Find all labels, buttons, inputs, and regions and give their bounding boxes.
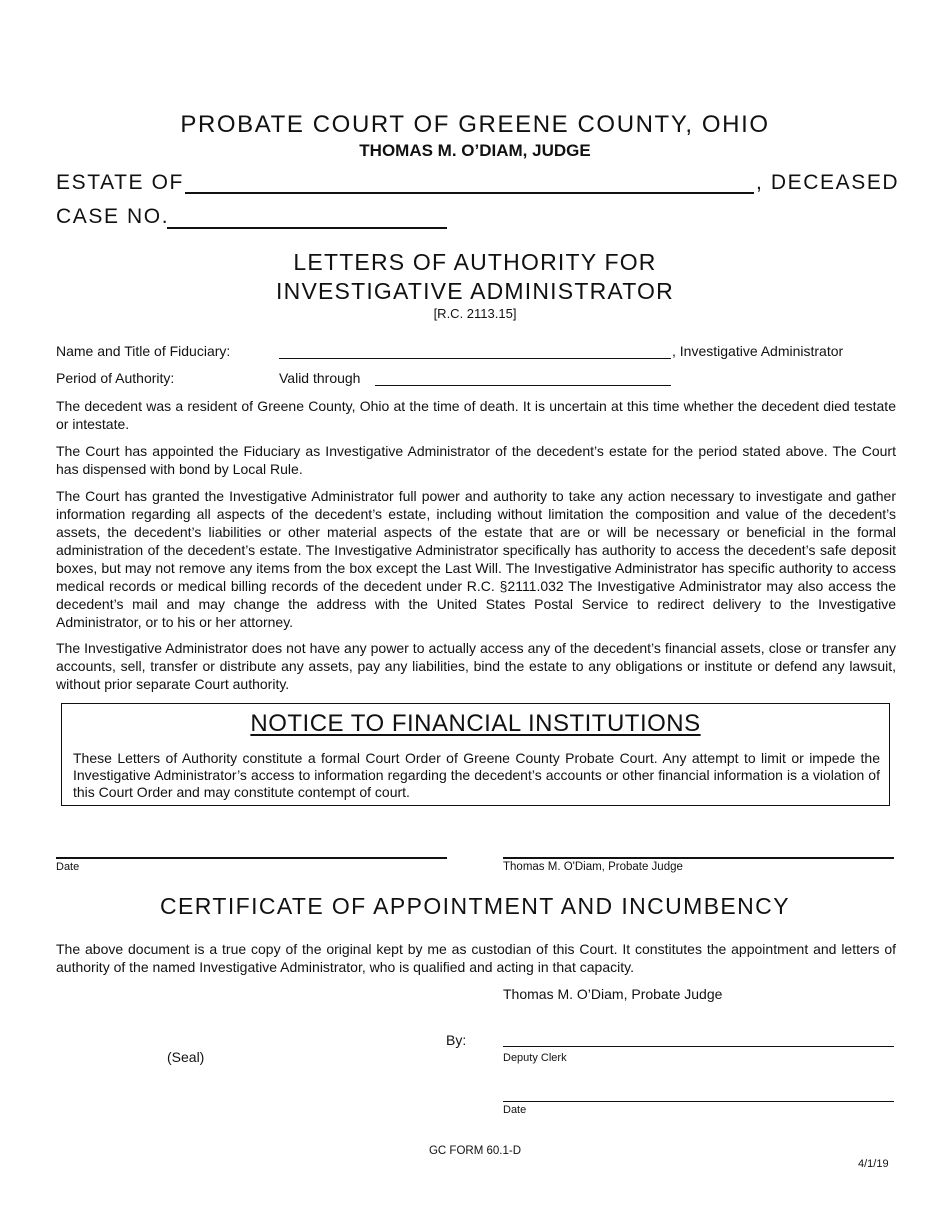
- notice-text: These Letters of Authority constitute a formal Court Order of Greene County Probate Court. Any attempt to limit or impede the Investigative Administrator’s access to information regarding the decedent’s accounts or other financial information is a violation of this Court Order and may constitute contempt of court.: [73, 750, 880, 800]
- period-label: Period of Authority:: [56, 370, 175, 386]
- seal-label: (Seal): [167, 1049, 205, 1065]
- date-label: Date: [56, 861, 80, 873]
- deputy-clerk-signature-line[interactable]: [503, 1046, 894, 1047]
- case-number-label: CASE NO.: [56, 205, 170, 228]
- document-title-line2: INVESTIGATIVE ADMINISTRATOR: [276, 278, 674, 304]
- certificate-title: CERTIFICATE OF APPOINTMENT AND INCUMBENCY: [160, 893, 790, 919]
- court-name: PROBATE COURT OF GREENE COUNTY, OHIO: [180, 111, 770, 138]
- estate-label: ESTATE OF: [56, 171, 184, 194]
- fiduciary-name-field[interactable]: [279, 358, 671, 359]
- document-title-line1: LETTERS OF AUTHORITY FOR: [293, 249, 657, 275]
- notice-box: [61, 703, 890, 806]
- certificate-text: The above document is a true copy of the original kept by me as custodian of this Court. It constitutes the appointment and letters of authority of the named Investigative Administrator, who is qualified and acting in that capacity.: [56, 941, 896, 975]
- paragraph-appointment: The Court has appointed the Fiduciary as Investigative Administrator of the decedent’s estate for the period stated above. The Court has dispensed with bond by Local Rule.: [56, 443, 896, 477]
- form-number: GC FORM 60.1-D: [428, 1145, 521, 1157]
- deceased-label: , DECEASED: [756, 171, 900, 194]
- certificate-judge-name: Thomas M. O’Diam, Probate Judge: [503, 986, 723, 1002]
- paragraph-residency: The decedent was a resident of Greene County, Ohio at the time of death. It is uncertain at this time whether the decedent died testate or intestate.: [56, 398, 896, 432]
- paragraph-powers: The Court has granted the Investigative Administrator full power and authority to take any action necessary to investigate and gather information regarding all aspects of the decedent’s estate, including without limitation the composition and value of the decedent’s assets, the decedent’s liabilities or other material aspects of the estate that are or will be necessary or beneficial in the formal administration of the decedent’s estate. The Investigative Administrator specifically has authority to access the decedent’s safe deposit boxes, but may not remove any items from the box except the Last Will. The Investigative Administrator has specific authority to access medical records or medical billing records of the decedent under R.C. §2111.032 The Investigative Administrator may also access the decedent’s mail and may change the address with the United States Postal Service to redirect delivery to the Investigative Administrator, or to his or her attorney.: [56, 488, 896, 630]
- certificate-date-label: Date: [503, 1104, 527, 1116]
- judge-name: THOMAS M. O’DIAM, JUDGE: [359, 141, 591, 160]
- paragraph-limitations: The Investigative Administrator does not have any power to actually access any of the decedent’s financial assets, close or transfer any accounts, sell, transfer or distribute any assets, pay any liabilities, bind the estate to any obligations or institute or defend any lawsuit, without prior separate Court authority.: [56, 640, 896, 692]
- estate-name-field[interactable]: [185, 192, 754, 194]
- by-label: By:: [446, 1032, 467, 1048]
- notice-title-text: NOTICE TO FINANCIAL INSTITUTIONS: [250, 710, 701, 737]
- date-signature-line[interactable]: [56, 857, 447, 859]
- judge-signature-label: Thomas M. O'Diam, Probate Judge: [503, 861, 683, 873]
- valid-through-field[interactable]: [375, 385, 671, 386]
- certificate-date-line[interactable]: [503, 1101, 894, 1102]
- case-number-field[interactable]: [167, 227, 447, 229]
- judge-signature-line[interactable]: [503, 857, 894, 859]
- deputy-clerk-label: Deputy Clerk: [503, 1052, 567, 1064]
- notice-title: [62, 710, 889, 738]
- fiduciary-title-suffix: , Investigative Administrator: [672, 343, 844, 359]
- valid-through-label: Valid through: [279, 370, 361, 386]
- statute-citation: [R.C. 2113.15]: [433, 306, 517, 321]
- revision-date: 4/1/19: [858, 1158, 889, 1170]
- fiduciary-label: Name and Title of Fiduciary:: [56, 343, 231, 359]
